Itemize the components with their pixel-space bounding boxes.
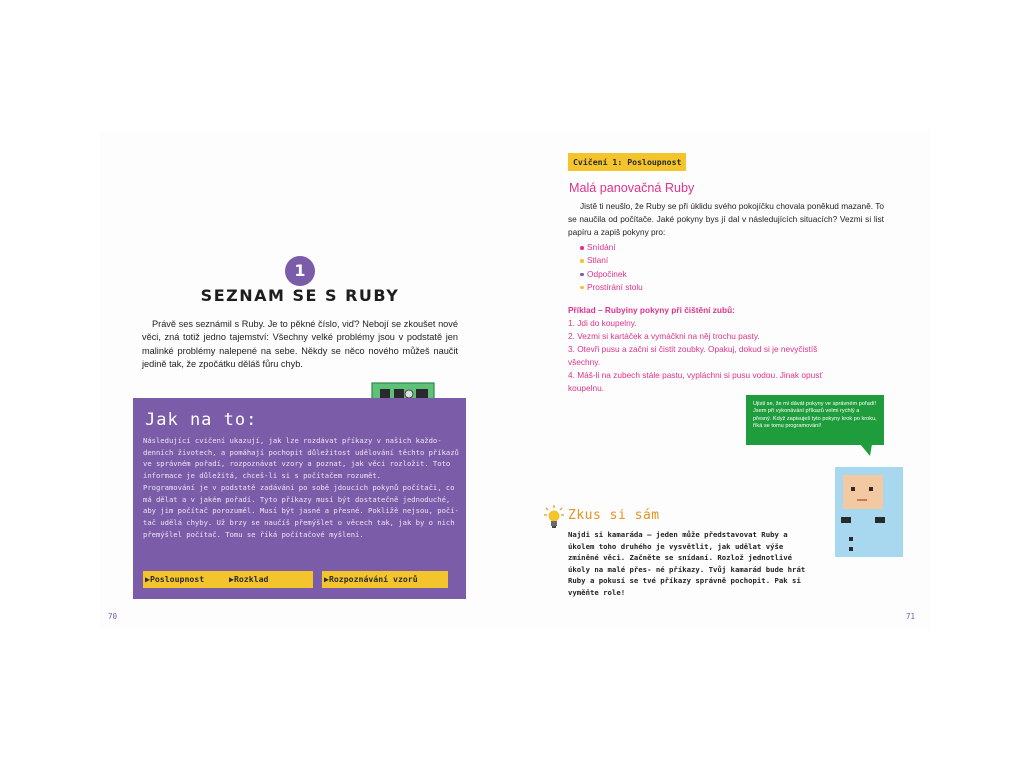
speech-bubble-tail bbox=[860, 444, 872, 456]
example-step: 3. Otevři pusu a začni si čistit zoubky. Opakuj, dokud si je nevyčistíš všechny. bbox=[568, 344, 818, 367]
list-item bbox=[580, 254, 643, 267]
list-item-label: Snídání bbox=[587, 242, 616, 252]
tag-rozklad bbox=[227, 571, 313, 588]
list-item bbox=[580, 268, 643, 281]
bullet-dot-icon bbox=[580, 246, 584, 250]
tag-label: Rozpoznávání vzorů bbox=[328, 574, 418, 584]
example-step: 4. Máš-li na zubech stále pastu, vypláchni si pusu vodou. Jinak opusť koupelnu. bbox=[568, 370, 823, 393]
how-to-body bbox=[143, 435, 459, 540]
triangle-right-icon: ▶ bbox=[229, 574, 234, 584]
chapter-number-badge: 1 bbox=[285, 256, 315, 286]
example-title: Příklad – Rubyiny pokyny při čištění zubů: bbox=[568, 305, 735, 315]
topic-tags bbox=[143, 571, 459, 589]
tag-rozpoznavani-vzoru bbox=[322, 571, 448, 588]
example-step: 1. Jdi do koupelny. bbox=[568, 318, 637, 328]
how-to-line: Programování je v podstatě zadávání po sobě jdoucích pokynů počítači, co bbox=[143, 482, 455, 492]
list-item bbox=[580, 241, 643, 254]
how-to-line: má dělat a v jakém pořadí. Tyto příkazy musí být dostatečně jednoduché, bbox=[143, 494, 451, 504]
list-item bbox=[580, 281, 643, 294]
how-to-line: denních životech, a pomáhají pochopit důležitost udělování těchto příkazů bbox=[143, 447, 459, 457]
bullet-dot-icon bbox=[580, 259, 584, 263]
how-to-title: Jak na to: bbox=[145, 410, 258, 430]
task-list bbox=[580, 241, 643, 294]
page-number-left: 70 bbox=[108, 612, 118, 621]
tag-label: Posloupnost bbox=[149, 574, 205, 584]
exercise-label: Cvičení 1: Posloupnost bbox=[568, 153, 686, 171]
exercise-paragraph: Jistě ti neušlo, že Ruby se při úklidu svého pokojíčku chovala poněkud mazaně. To se naučila od počítače. Jaké pokyny bys jí dal v následujících situacích? Vezmi si list papíru a zapiš pokyny pro: bbox=[568, 201, 884, 238]
how-to-line: informace je důležitá, chceš-li si s počítačem rozumět. bbox=[143, 471, 381, 481]
intro-paragraph bbox=[142, 318, 458, 371]
exercise-title: Malá panovačná Ruby bbox=[569, 181, 695, 195]
list-item-label: Prostírání stolu bbox=[587, 281, 643, 292]
page-number-right: 71 bbox=[906, 612, 916, 621]
how-to-box bbox=[133, 398, 466, 599]
how-to-line: tač udělá chyby. Už brzy se naučíš přemýšlet o věcech tak, jak by o nich bbox=[143, 517, 455, 527]
bullet-dot-icon bbox=[580, 273, 584, 277]
triangle-right-icon: ▶ bbox=[145, 574, 150, 584]
intro-text: Právě ses seznámil s Ruby. Je to pěkné číslo, viď? Nebojí se zkoušet nové věci, zná totiž jedno tajemství: Všechny velké problémy jsou v podstatě jen malinké problémy nalepené na sebe. Někdy se něco nového můžeš naučit jedině tak, že zpočátku děláš fůru chyb. bbox=[142, 319, 458, 369]
light-bulb-icon bbox=[544, 505, 564, 531]
how-to-line: ve správném pořadí, rozpoznávat vzory a poznat, jak věci rozložit. Toto bbox=[143, 459, 451, 469]
try-it-text: Najdi si kamaráda – jeden může představovat Ruby a úkolem toho druhého je vysvětlit, jak udělat výše zmíněné věci. Začněte se snídaní. Rozlož jednotlivé úkoly na malé přes- né příkazy. Tvůj kamarád bude hrát Ruby a pokusí se tvé příkazy správně pochopit. Pak si vyměňte role! bbox=[568, 530, 806, 597]
list-item-label: Odpočinek bbox=[587, 268, 627, 279]
how-to-line: aby jim počítač porozuměl. Musí být jasné a přesné. Pokližě nejsou, počí- bbox=[143, 506, 459, 516]
triangle-right-icon: ▶ bbox=[324, 574, 329, 584]
exercise-text bbox=[568, 200, 884, 240]
tag-label: Rozklad bbox=[233, 574, 269, 584]
bullet-dot-icon bbox=[580, 286, 584, 290]
try-it-title: Zkus si sám bbox=[568, 508, 660, 523]
robot-illustration bbox=[835, 467, 903, 557]
list-item-label: Stlaní bbox=[587, 255, 609, 266]
chapter-title: SEZNAM SE S RUBY bbox=[200, 286, 400, 305]
how-to-line: přemýšlel počítač. Tomu se říká počítačové myšlení. bbox=[143, 529, 364, 539]
example-step: 2. Vezmi si kartáček a vymáčkni na něj trochu pasty. bbox=[568, 331, 760, 341]
how-to-line: Následující cvičení ukazují, jak lze rozdávat příkazy v našich každo- bbox=[143, 436, 442, 445]
tag-posloupnost bbox=[143, 571, 227, 588]
speech-bubble: Ujisti se, že mi dávát pokyny ve správném pořadí! Jsem při vykonávání příkazů velmi rychlý a přesný. Když zapisuješ tyto pokyny krok po kroku, říká se tomu programování! bbox=[746, 395, 884, 445]
example-steps bbox=[568, 317, 838, 395]
